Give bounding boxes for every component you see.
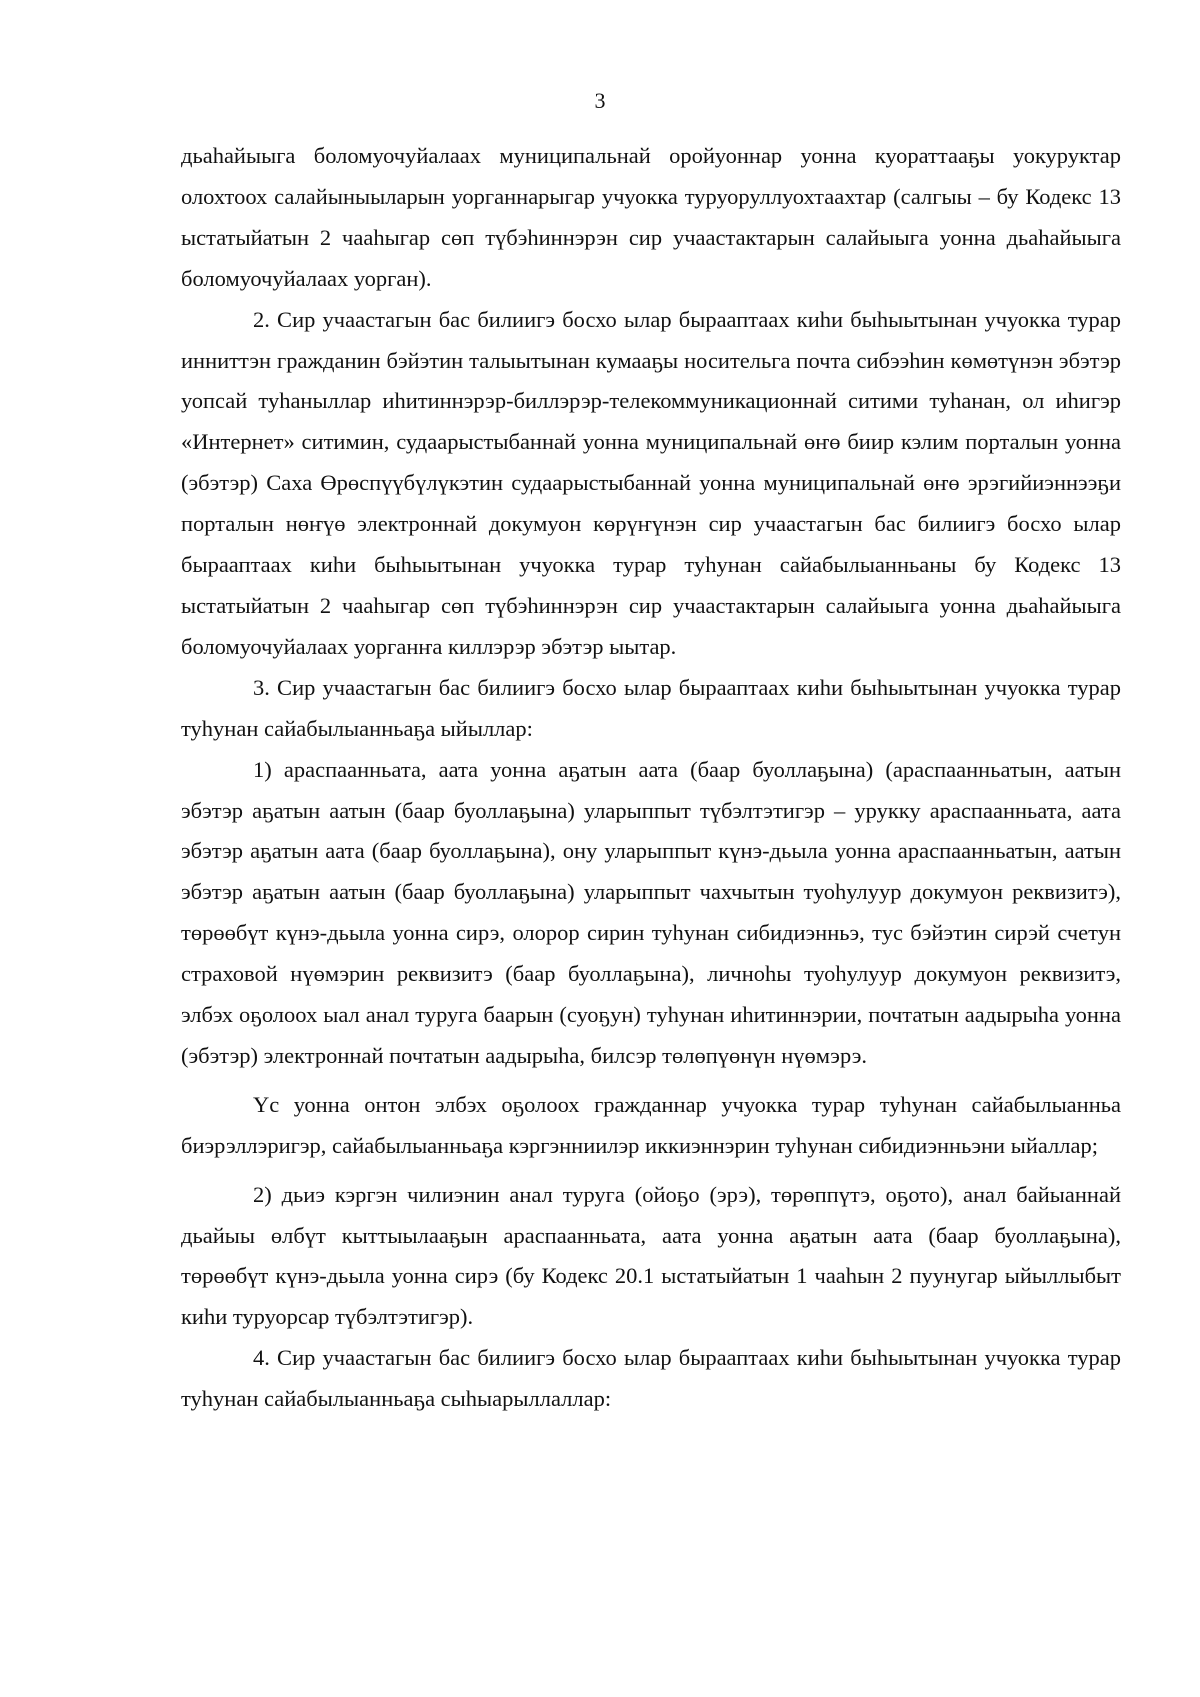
paragraph-continuation: дьаһайыыга боломуочуйалаах муниципальнай оройуоннар уонна куораттааҕы уокуруктар олохтоох салайыныыларын уорганнарыгар учуокка туруоруллуохтаахтар (салгыы – бу Кодекс 13 ыстатыйатын 2 чааһыгар сөп түбэһиннэрэн сир учаастактарын салайыыга уонна дьаһайыыга боломуочуйалаах уорган). [181,143,1121,291]
document-body [181,136,1121,1420]
paragraph-item-4: 4. Сир учаастагын бас билиигэ босхо ылар бырааптаах киһи быһыытынан учуокка турар туһунан сайабылыанньаҕа сыһыарыллаллар: [181,1345,1121,1412]
paragraph-subitem-2: 2) дьиэ кэргэн чилиэнин анал туруга (ойоҕо (эрэ), төрөппүтэ, оҕото), анал байыаннай дьайыы өлбүт кыттыылааҕын араспаанньата, аата уонна аҕатын аата (баар буоллаҕына), төрөөбүт күнэ-дьыла уонна сирэ (бу Кодекс 20.1 ыстатыйатын 1 чааһын 2 пуунугар ыйыллыбыт киһи туруорсар түбэлтэтигэр). [181,1181,1121,1330]
paragraph-subitem-1: 1) араспаанньата, аата уонна аҕатын аата (баар буоллаҕына) (араспаанньатын, аатын эбэтэр аҕатын аатын (баар буоллаҕына) уларыппыт түбэлтэтигэр – урукку араспаанньата, аата эбэтэр аҕатын аата (баар буоллаҕына), ону уларыппыт күнэ-дьыла уонна араспаанньатын, аатын эбэтэр аҕатын аатын (баар буоллаҕына) уларыппыт чахчытын туоһулуур докумуон реквизитэ), төрөөбүт күнэ-дьыла уонна сирэ, олорор сирин туһунан сибидиэнньэ, тус бэйэтин сирэй счетун страховой нүөмэрин реквизитэ (баар буоллаҕына), личноһы туоһулуур докумуон реквизитэ, элбэх оҕолоох ыал анал туруга баарын (суоҕун) туһунан иһитиннэрии, почтатын аадырыһа уонна (эбэтэр) электроннай почтатын аадырыһа, билсэр төлөпүөнүн нүөмэрэ. [181,756,1121,1068]
page-number: 3 [594,88,606,113]
paragraph-large-family-note: Үс уонна онтон элбэх оҕолоох гражданнар учуокка турар туһунан сайабылыанньа биэрэллэригэр, сайабылыанньаҕа кэргэнниилэр иккиэннэрин туһунан сибидиэнньэни ыйаллар; [181,1091,1121,1158]
paragraph-item-3: 3. Сир учаастагын бас билиигэ босхо ылар бырааптаах киһи быһыытынан учуокка турар туһунан сайабылыанньаҕа ыйыллар: [181,674,1121,741]
paragraph-item-2: 2. Сир учаастагын бас билиигэ босхо ылар бырааптаах киһи быһыытынан учуокка турар инниттэн гражданин бэйэтин талыытынан кумааҕы носительга почта сибээһин көмөтүнэн эбэтэр уопсай туһаныллар иһитиннэрэр-биллэрэр-телекоммуникационнай ситими туһанан, ол иһигэр «Интернет» ситимин, судаарыстыбаннай уонна муниципальнай өҥө биир кэлим порталын уонна (эбэтэр) Саха Өрөспүүбүлүкэтин судаарыстыбаннай уонна муниципальнай өҥө эрэгийиэннээҕи порталын нөҥүө электроннай докумуон көрүҥүнэн сир учаастагын бас билиигэ босхо ылар бырааптаах киһи быһыытынан учуокка турар туһунан сайабылыанньаны бу Кодекс 13 ыстатыйатын 2 чааһыгар сөп түбэһиннэрэн сир учаастактарын салайыыга уонна дьаһайыыга боломуочуйалаах уорганҥа киллэрэр эбэтэр ыытар. [181,306,1121,659]
